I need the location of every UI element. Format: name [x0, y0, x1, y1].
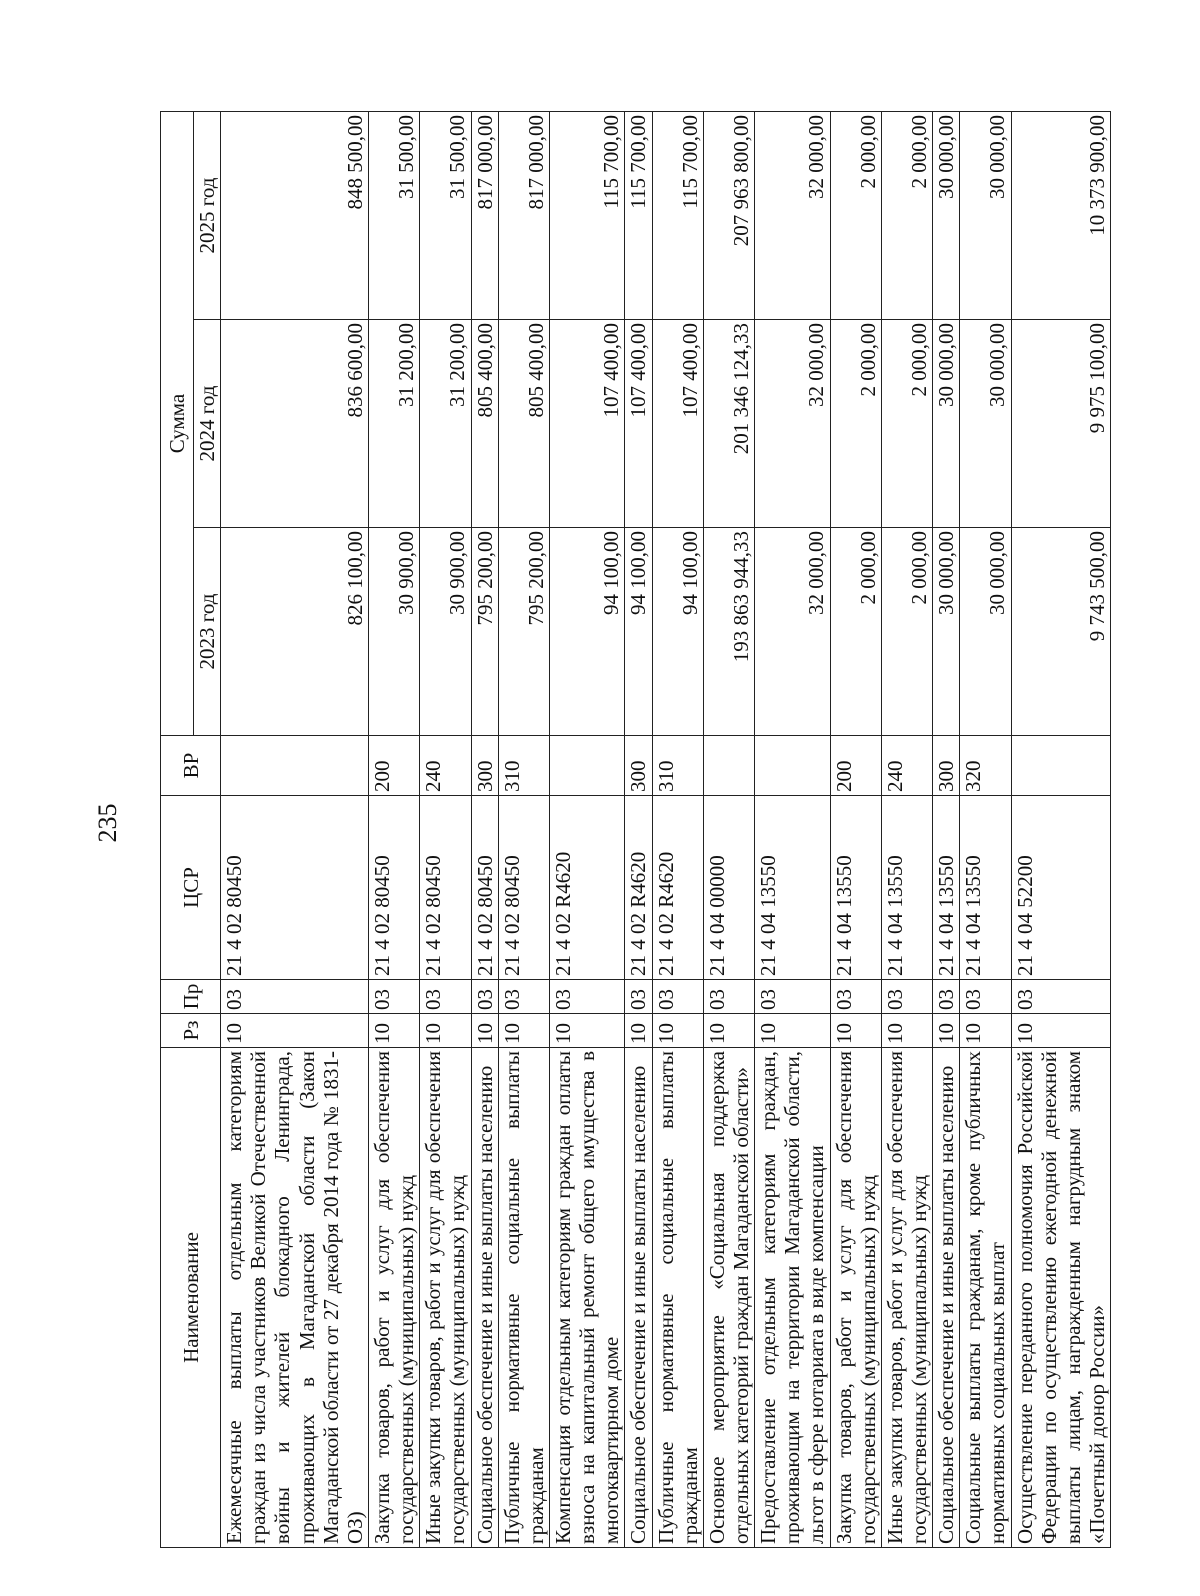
header-sum: Сумма: [161, 112, 194, 736]
cell-2023: 795 200,00: [471, 528, 498, 736]
cell-csr: 21 4 02 80450: [420, 796, 471, 980]
header-name: Наименование: [161, 1048, 221, 1548]
cell-name: Основное мероприятие «Социальная поддержка отдельных категорий граждан Магаданской области»: [703, 1048, 754, 1548]
cell-2025: 31 500,00: [368, 112, 419, 320]
cell-csr: 21 4 02 R4620: [625, 796, 652, 980]
cell-csr: 21 4 02 80450: [368, 796, 419, 980]
cell-rz: 10: [933, 1014, 960, 1048]
header-rz: Рз: [161, 1014, 221, 1048]
cell-vr: 310: [498, 736, 549, 796]
cell-rz: 10: [625, 1014, 652, 1048]
cell-name: Закупка товаров, работ и услуг для обеспечения государственных (муниципальных) нужд: [830, 1048, 881, 1548]
cell-2024: 30 000,00: [933, 320, 960, 528]
table-row: [933, 112, 960, 1548]
header-pr: Пр: [161, 980, 221, 1014]
cell-vr: [221, 736, 369, 796]
cell-csr: 21 4 02 R4620: [652, 796, 703, 980]
header-row: [161, 112, 194, 1548]
cell-2023: 94 100,00: [549, 528, 624, 736]
cell-name: Социальное обеспечение и иные выплаты населению: [625, 1048, 652, 1548]
cell-rz: 10: [830, 1014, 881, 1048]
cell-name: Социальные выплаты гражданам, кроме публичных нормативных социальных выплат: [960, 1048, 1011, 1548]
cell-2023: 94 100,00: [625, 528, 652, 736]
cell-pr: 03: [498, 980, 549, 1014]
cell-vr: [1011, 736, 1111, 796]
cell-rz: 10: [549, 1014, 624, 1048]
table-body: [221, 112, 1111, 1548]
cell-2023: 795 200,00: [498, 528, 549, 736]
table-row: [881, 112, 932, 1548]
table-row: [471, 112, 498, 1548]
cell-name: Закупка товаров, работ и услуг для обеспечения государственных (муниципальных) нужд: [368, 1048, 419, 1548]
cell-2025: 30 000,00: [960, 112, 1011, 320]
cell-2023: 94 100,00: [652, 528, 703, 736]
cell-vr: 240: [420, 736, 471, 796]
table-row: [625, 112, 652, 1548]
cell-2023: 193 863 944,33: [703, 528, 754, 736]
cell-name: Публичные нормативные социальные выплаты гражданам: [652, 1048, 703, 1548]
cell-2025: 31 500,00: [420, 112, 471, 320]
cell-2025: 10 373 900,00: [1011, 112, 1111, 320]
cell-csr: 21 4 02 R4620: [549, 796, 624, 980]
cell-name: Публичные нормативные социальные выплаты гражданам: [498, 1048, 549, 1548]
table-row: [498, 112, 549, 1548]
cell-2024: 30 000,00: [960, 320, 1011, 528]
cell-csr: 21 4 04 13550: [933, 796, 960, 980]
header-2024: 2024 год: [194, 320, 221, 528]
cell-2024: 31 200,00: [420, 320, 471, 528]
cell-2025: 115 700,00: [549, 112, 624, 320]
cell-2023: 826 100,00: [221, 528, 369, 736]
cell-2025: 2 000,00: [830, 112, 881, 320]
cell-pr: 03: [625, 980, 652, 1014]
cell-2024: 201 346 124,33: [703, 320, 754, 528]
cell-csr: 21 4 04 52200: [1011, 796, 1111, 980]
cell-2023: 30 900,00: [420, 528, 471, 736]
cell-rz: 10: [652, 1014, 703, 1048]
cell-pr: 03: [471, 980, 498, 1014]
page-number: 235: [93, 803, 122, 843]
cell-vr: 200: [830, 736, 881, 796]
cell-name: Социальное обеспечение и иные выплаты населению: [933, 1048, 960, 1548]
cell-pr: 03: [652, 980, 703, 1014]
cell-vr: 240: [881, 736, 932, 796]
table-row: [755, 112, 830, 1548]
cell-pr: 03: [881, 980, 932, 1014]
table-row: [652, 112, 703, 1548]
cell-rz: 10: [471, 1014, 498, 1048]
cell-2024: 2 000,00: [830, 320, 881, 528]
cell-rz: 10: [755, 1014, 830, 1048]
header-csr: ЦСР: [161, 796, 221, 980]
cell-name: Иные закупки товаров, работ и услуг для обеспечения государственных (муниципальных) нужд: [881, 1048, 932, 1548]
cell-name: Осуществление переданного полномочия Российской Федерации по осуществлению ежегодной денежной выплаты лицам, награжденным нагрудным знаком «Почетный донор России»: [1011, 1048, 1111, 1548]
cell-2025: 30 000,00: [933, 112, 960, 320]
table-row: [1011, 112, 1111, 1548]
cell-pr: 03: [933, 980, 960, 1014]
cell-rz: 10: [498, 1014, 549, 1048]
cell-2024: 2 000,00: [881, 320, 932, 528]
cell-2024: 107 400,00: [549, 320, 624, 528]
cell-vr: 320: [960, 736, 1011, 796]
cell-2023: 30 000,00: [933, 528, 960, 736]
cell-2025: 817 000,00: [498, 112, 549, 320]
table-row: [703, 112, 754, 1548]
cell-name: Ежемесячные выплаты отдельным категориям граждан из числа участников Великой Отечественной войны и жителей блокадного Ленинграда, проживающих в Магаданской области (Закон Магаданской области от 27 декабря 2014 года № 1831-ОЗ): [221, 1048, 369, 1548]
cell-2025: 207 963 800,00: [703, 112, 754, 320]
cell-csr: 21 4 04 00000: [703, 796, 754, 980]
cell-vr: [703, 736, 754, 796]
cell-2024: 805 400,00: [498, 320, 549, 528]
cell-csr: 21 4 04 13550: [830, 796, 881, 980]
cell-csr: 21 4 04 13550: [881, 796, 932, 980]
table-row: [420, 112, 471, 1548]
cell-name: Компенсация отдельным категориям граждан оплаты взноса на капитальный ремонт общего имущества в многоквартирном доме: [549, 1048, 624, 1548]
cell-csr: 21 4 04 13550: [960, 796, 1011, 980]
cell-vr: 310: [652, 736, 703, 796]
cell-vr: [549, 736, 624, 796]
cell-2025: 115 700,00: [652, 112, 703, 320]
header-vr: ВР: [161, 736, 221, 796]
cell-pr: 03: [221, 980, 369, 1014]
cell-csr: 21 4 04 13550: [755, 796, 830, 980]
cell-2024: 107 400,00: [625, 320, 652, 528]
cell-2023: 2 000,00: [881, 528, 932, 736]
cell-vr: 200: [368, 736, 419, 796]
cell-2024: 32 000,00: [755, 320, 830, 528]
cell-vr: [755, 736, 830, 796]
cell-2024: 805 400,00: [471, 320, 498, 528]
cell-csr: 21 4 02 80450: [498, 796, 549, 980]
cell-2024: 31 200,00: [368, 320, 419, 528]
cell-csr: 21 4 02 80450: [221, 796, 369, 980]
cell-2023: 2 000,00: [830, 528, 881, 736]
cell-pr: 03: [960, 980, 1011, 1014]
cell-vr: 300: [933, 736, 960, 796]
cell-rz: 10: [420, 1014, 471, 1048]
cell-rz: 10: [703, 1014, 754, 1048]
cell-vr: 300: [471, 736, 498, 796]
cell-rz: 10: [221, 1014, 369, 1048]
budget-table: [160, 111, 1111, 1548]
cell-pr: 03: [703, 980, 754, 1014]
header-2023: 2023 год: [194, 528, 221, 736]
cell-2025: 32 000,00: [755, 112, 830, 320]
cell-pr: 03: [549, 980, 624, 1014]
header-2025: 2025 год: [194, 112, 221, 320]
cell-2023: 30 000,00: [960, 528, 1011, 736]
cell-pr: 03: [755, 980, 830, 1014]
cell-2023: 32 000,00: [755, 528, 830, 736]
cell-2025: 115 700,00: [625, 112, 652, 320]
cell-pr: 03: [830, 980, 881, 1014]
cell-name: Иные закупки товаров, работ и услуг для обеспечения государственных (муниципальных) нужд: [420, 1048, 471, 1548]
cell-pr: 03: [1011, 980, 1111, 1014]
cell-pr: 03: [420, 980, 471, 1014]
table-row: [368, 112, 419, 1548]
cell-name: Социальное обеспечение и иные выплаты населению: [471, 1048, 498, 1548]
cell-pr: 03: [368, 980, 419, 1014]
table-row: [830, 112, 881, 1548]
cell-2023: 30 900,00: [368, 528, 419, 736]
cell-2025: 2 000,00: [881, 112, 932, 320]
budget-table-container: [160, 112, 1122, 1548]
table-row: [549, 112, 624, 1548]
cell-rz: 10: [881, 1014, 932, 1048]
cell-2024: 836 600,00: [221, 320, 369, 528]
cell-2024: 107 400,00: [652, 320, 703, 528]
cell-csr: 21 4 02 80450: [471, 796, 498, 980]
cell-2024: 9 975 100,00: [1011, 320, 1111, 528]
cell-vr: 300: [625, 736, 652, 796]
cell-name: Предоставление отдельным категориям граждан, проживающим на территории Магаданской области, льгот в сфере нотариата в виде компенсации: [755, 1048, 830, 1548]
cell-2025: 817 000,00: [471, 112, 498, 320]
cell-rz: 10: [960, 1014, 1011, 1048]
cell-rz: 10: [368, 1014, 419, 1048]
cell-2025: 848 500,00: [221, 112, 369, 320]
cell-rz: 10: [1011, 1014, 1111, 1048]
cell-2023: 9 743 500,00: [1011, 528, 1111, 736]
table-row: [960, 112, 1011, 1548]
table-row: [221, 112, 369, 1548]
